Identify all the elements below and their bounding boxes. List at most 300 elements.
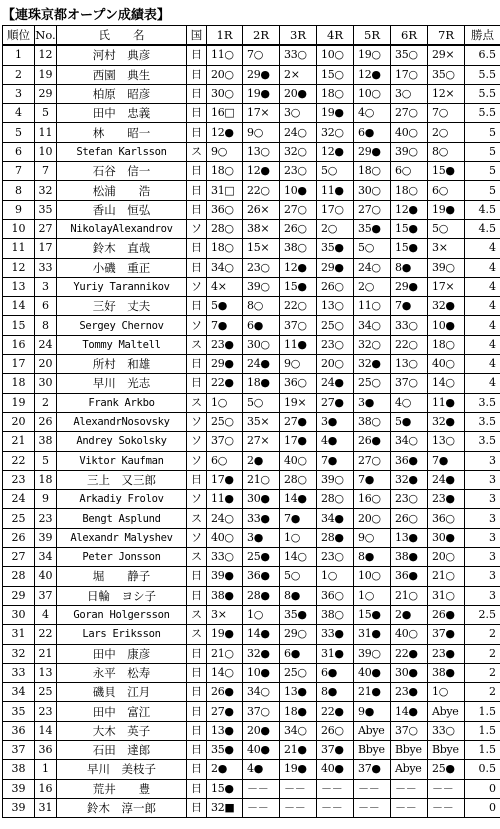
table-row xyxy=(3,84,500,103)
cell-round-4: 20○ xyxy=(317,355,354,374)
cell-round-5: Bbye xyxy=(354,740,391,759)
cell-round-3: 27● xyxy=(280,412,317,431)
cell-round-1: 1○ xyxy=(207,393,243,412)
cell-round-6: Bbye xyxy=(391,740,428,759)
cell-round-5: 37● xyxy=(354,760,391,779)
cell-round-6: 34○ xyxy=(391,432,428,451)
cell-country: ス xyxy=(187,548,207,567)
cell-rank: 39 xyxy=(3,798,35,817)
header-name: 氏 名 xyxy=(57,26,187,46)
cell-points: 3 xyxy=(465,528,500,547)
cell-round-5: 30○ xyxy=(354,181,391,200)
cell-round-4: 4● xyxy=(317,432,354,451)
cell-rank: 10 xyxy=(3,219,35,238)
cell-round-2: 5○ xyxy=(243,393,280,412)
cell-round-3: 20● xyxy=(280,84,317,103)
cell-player-no: 13 xyxy=(35,663,57,682)
cell-player-no: 9 xyxy=(35,490,57,509)
cell-round-3: 9○ xyxy=(280,355,317,374)
cell-rank: 37 xyxy=(3,740,35,759)
cell-rank: 38 xyxy=(3,760,35,779)
cell-round-2: 21○ xyxy=(243,470,280,489)
cell-round-2: －－ xyxy=(243,798,280,817)
cell-round-6: 35○ xyxy=(391,45,428,65)
table-row xyxy=(3,355,500,374)
table-row xyxy=(3,470,500,489)
cell-round-4: 11● xyxy=(317,181,354,200)
cell-rank: 11 xyxy=(3,239,35,258)
cell-country: 日 xyxy=(187,45,207,65)
table-row xyxy=(3,432,500,451)
cell-round-3: 36○ xyxy=(280,374,317,393)
cell-player-name: 日輪 ヨシ子 xyxy=(57,586,187,605)
table-row xyxy=(3,625,500,644)
cell-round-7: 32● xyxy=(428,412,465,431)
table-row xyxy=(3,663,500,682)
cell-country: 日 xyxy=(187,258,207,277)
cell-round-3: 19× xyxy=(280,393,317,412)
cell-round-4: 38○ xyxy=(317,605,354,624)
cell-player-no: 23 xyxy=(35,509,57,528)
cell-round-5: 27○ xyxy=(354,200,391,219)
cell-round-4: 6● xyxy=(317,663,354,682)
cell-country: ソ xyxy=(187,219,207,238)
cell-round-7: 17× xyxy=(428,277,465,296)
cell-player-no: 21 xyxy=(35,644,57,663)
cell-round-7: 12× xyxy=(428,84,465,103)
page-title: 【連珠京都オープン成績表】 xyxy=(2,8,170,23)
cell-points: 5.5 xyxy=(465,65,500,84)
cell-round-5: 10○ xyxy=(354,567,391,586)
cell-rank: 29 xyxy=(3,586,35,605)
cell-round-5: 8● xyxy=(354,548,391,567)
cell-round-4: 39○ xyxy=(317,470,354,489)
cell-rank: 14 xyxy=(3,297,35,316)
cell-round-2: 10● xyxy=(243,663,280,682)
table-row xyxy=(3,142,500,161)
cell-player-name: 三上 又三郎 xyxy=(57,470,187,489)
cell-round-7: 23● xyxy=(428,644,465,663)
cell-round-3: 35● xyxy=(280,605,317,624)
cell-round-3: 24○ xyxy=(280,123,317,142)
results-table xyxy=(2,25,500,818)
table-row xyxy=(3,162,500,181)
cell-round-1: 39● xyxy=(207,567,243,586)
cell-round-7: 25● xyxy=(428,760,465,779)
cell-points: 2 xyxy=(465,683,500,702)
cell-round-4: 33● xyxy=(317,625,354,644)
cell-points: 4 xyxy=(465,277,500,296)
cell-round-3: 38○ xyxy=(280,239,317,258)
cell-points: 5.5 xyxy=(465,84,500,103)
cell-player-name: 松浦 浩 xyxy=(57,181,187,200)
cell-round-1: 14○ xyxy=(207,663,243,682)
cell-round-1: 9○ xyxy=(207,142,243,161)
cell-country: ソ xyxy=(187,451,207,470)
cell-round-4: 10○ xyxy=(317,45,354,65)
cell-points: 4.5 xyxy=(465,200,500,219)
cell-round-2: 27× xyxy=(243,432,280,451)
cell-round-2: －－ xyxy=(243,779,280,798)
cell-round-5: 6● xyxy=(354,123,391,142)
cell-round-4: 35● xyxy=(317,239,354,258)
cell-player-no: 18 xyxy=(35,470,57,489)
table-row xyxy=(3,740,500,759)
cell-round-3: 40○ xyxy=(280,451,317,470)
cell-points: 3.5 xyxy=(465,393,500,412)
cell-player-no: 5 xyxy=(35,104,57,123)
cell-round-7: 35○ xyxy=(428,65,465,84)
header-rank: 順位 xyxy=(3,26,35,46)
cell-country: ソ xyxy=(187,277,207,296)
table-row xyxy=(3,258,500,277)
cell-round-6: 22○ xyxy=(391,335,428,354)
cell-points: 5 xyxy=(465,162,500,181)
cell-round-6: －－ xyxy=(391,798,428,817)
cell-player-name: 石谷 信一 xyxy=(57,162,187,181)
cell-round-4: 17○ xyxy=(317,200,354,219)
cell-round-1: 38● xyxy=(207,586,243,605)
table-row xyxy=(3,181,500,200)
cell-points: 3.5 xyxy=(465,432,500,451)
cell-round-5: 10○ xyxy=(354,84,391,103)
cell-round-7: 7○ xyxy=(428,104,465,123)
cell-round-1: 13● xyxy=(207,721,243,740)
cell-player-no: 3 xyxy=(35,277,57,296)
cell-round-2: 14● xyxy=(243,625,280,644)
cell-rank: 34 xyxy=(3,683,35,702)
cell-round-6: 17○ xyxy=(391,65,428,84)
table-row xyxy=(3,644,500,663)
cell-rank: 5 xyxy=(3,123,35,142)
table-row xyxy=(3,374,500,393)
cell-round-7: 14○ xyxy=(428,374,465,393)
cell-round-1: 28○ xyxy=(207,219,243,238)
cell-player-no: 37 xyxy=(35,586,57,605)
cell-round-7: 29× xyxy=(428,45,465,65)
cell-round-5: 3● xyxy=(354,393,391,412)
cell-round-3: 29○ xyxy=(280,625,317,644)
cell-player-name: 堀 静子 xyxy=(57,567,187,586)
cell-round-3: 14○ xyxy=(280,548,317,567)
cell-round-2: 15× xyxy=(243,239,280,258)
table-row xyxy=(3,335,500,354)
cell-round-1: 15● xyxy=(207,779,243,798)
cell-round-7: 5○ xyxy=(428,219,465,238)
cell-points: 3 xyxy=(465,509,500,528)
cell-round-5: 19○ xyxy=(354,45,391,65)
cell-round-2: 28● xyxy=(243,586,280,605)
table-row xyxy=(3,798,500,817)
cell-round-3: 19● xyxy=(280,760,317,779)
cell-round-3: 22○ xyxy=(280,297,317,316)
table-row xyxy=(3,760,500,779)
cell-country: ス xyxy=(187,625,207,644)
cell-round-5: 4○ xyxy=(354,104,391,123)
cell-rank: 3 xyxy=(3,84,35,103)
cell-round-1: 18○ xyxy=(207,239,243,258)
cell-points: 2.5 xyxy=(465,605,500,624)
cell-player-no: 25 xyxy=(35,683,57,702)
cell-round-7: 8○ xyxy=(428,142,465,161)
cell-rank: 1 xyxy=(3,45,35,65)
cell-round-2: 23○ xyxy=(243,258,280,277)
cell-player-name: Arkadiy Frolov xyxy=(57,490,187,509)
cell-rank: 6 xyxy=(3,142,35,161)
cell-round-1: 2● xyxy=(207,760,243,779)
header-country: 国 xyxy=(187,26,207,46)
cell-points: 3 xyxy=(465,548,500,567)
cell-player-name: 鈴木 直哉 xyxy=(57,239,187,258)
cell-round-4: 8● xyxy=(317,683,354,702)
cell-round-7: 36○ xyxy=(428,509,465,528)
cell-round-7: 39○ xyxy=(428,258,465,277)
cell-round-1: 18○ xyxy=(207,162,243,181)
table-row xyxy=(3,393,500,412)
cell-player-no: 23 xyxy=(35,702,57,721)
cell-round-3: 10● xyxy=(280,181,317,200)
cell-round-3: 12● xyxy=(280,258,317,277)
cell-player-no: 26 xyxy=(35,412,57,431)
cell-player-no: 31 xyxy=(35,798,57,817)
table-row xyxy=(3,277,500,296)
header-round-3: 3R xyxy=(280,26,317,46)
cell-round-7: 24● xyxy=(428,470,465,489)
cell-round-7: 26● xyxy=(428,605,465,624)
cell-round-1: 24○ xyxy=(207,509,243,528)
cell-country: ス xyxy=(187,335,207,354)
cell-points: 4 xyxy=(465,335,500,354)
cell-round-3: 25○ xyxy=(280,663,317,682)
table-row xyxy=(3,779,500,798)
cell-player-no: 39 xyxy=(35,528,57,547)
cell-round-2: 29● xyxy=(243,65,280,84)
cell-round-4: 26○ xyxy=(317,277,354,296)
cell-rank: 39 xyxy=(3,779,35,798)
cell-round-5: 21● xyxy=(354,683,391,702)
cell-round-1: 23● xyxy=(207,335,243,354)
cell-round-4: 37● xyxy=(317,740,354,759)
cell-round-6: 33○ xyxy=(391,316,428,335)
table-row xyxy=(3,412,500,431)
cell-round-4: 32○ xyxy=(317,123,354,142)
cell-round-4: 5○ xyxy=(317,162,354,181)
cell-round-5: 38○ xyxy=(354,412,391,431)
cell-rank: 15 xyxy=(3,316,35,335)
cell-round-1: 19● xyxy=(207,625,243,644)
cell-round-7: 32● xyxy=(428,297,465,316)
cell-points: 1.5 xyxy=(465,721,500,740)
cell-round-1: 35● xyxy=(207,740,243,759)
cell-player-no: 32 xyxy=(35,181,57,200)
cell-round-7: 30● xyxy=(428,528,465,547)
cell-round-5: 35● xyxy=(354,219,391,238)
cell-round-7: Bbye xyxy=(428,740,465,759)
cell-round-4: 25○ xyxy=(317,316,354,335)
cell-round-6: 4○ xyxy=(391,393,428,412)
cell-round-5: 26● xyxy=(354,432,391,451)
cell-country: 日 xyxy=(187,65,207,84)
cell-round-7: 33○ xyxy=(428,721,465,740)
cell-points: 4 xyxy=(465,355,500,374)
header-round-5: 5R xyxy=(354,26,391,46)
cell-player-no: 6 xyxy=(35,297,57,316)
cell-player-no: 11 xyxy=(35,123,57,142)
cell-round-7: 7● xyxy=(428,451,465,470)
cell-round-1: 33○ xyxy=(207,548,243,567)
cell-points: 4 xyxy=(465,297,500,316)
table-row xyxy=(3,451,500,470)
table-row xyxy=(3,65,500,84)
cell-round-3: 33○ xyxy=(280,45,317,65)
cell-round-6: 15● xyxy=(391,219,428,238)
cell-round-7: －－ xyxy=(428,779,465,798)
cell-round-4: 15○ xyxy=(317,65,354,84)
cell-player-no: 16 xyxy=(35,779,57,798)
cell-country: 日 xyxy=(187,104,207,123)
cell-round-5: 18○ xyxy=(354,162,391,181)
cell-player-name: Andrey Sokolsky xyxy=(57,432,187,451)
cell-player-no: 34 xyxy=(35,548,57,567)
cell-round-6: 21○ xyxy=(391,586,428,605)
cell-round-2: 38× xyxy=(243,219,280,238)
cell-rank: 21 xyxy=(3,432,35,451)
table-row xyxy=(3,316,500,335)
cell-player-no: 22 xyxy=(35,625,57,644)
cell-rank: 2 xyxy=(3,65,35,84)
cell-round-6: 2● xyxy=(391,605,428,624)
table-row xyxy=(3,123,500,142)
cell-rank: 25 xyxy=(3,509,35,528)
cell-round-6: 13● xyxy=(391,528,428,547)
cell-player-no: 8 xyxy=(35,316,57,335)
table-row xyxy=(3,45,500,65)
header-round-7: 7R xyxy=(428,26,465,46)
cell-country: 日 xyxy=(187,355,207,374)
cell-round-4: 3● xyxy=(317,412,354,431)
cell-round-2: 3● xyxy=(243,528,280,547)
cell-round-7: 10● xyxy=(428,316,465,335)
cell-round-1: 5● xyxy=(207,297,243,316)
cell-round-4: 19● xyxy=(317,104,354,123)
cell-country: 日 xyxy=(187,721,207,740)
cell-round-3: 6● xyxy=(280,644,317,663)
cell-round-3: 17● xyxy=(280,432,317,451)
cell-round-1: 11● xyxy=(207,490,243,509)
cell-round-2: 37○ xyxy=(243,702,280,721)
cell-player-name: 三好 丈夫 xyxy=(57,297,187,316)
table-row xyxy=(3,683,500,702)
cell-player-name: 早川 光志 xyxy=(57,374,187,393)
cell-player-name: 田中 忠義 xyxy=(57,104,187,123)
cell-rank: 20 xyxy=(3,412,35,431)
table-row xyxy=(3,509,500,528)
cell-round-1: 34○ xyxy=(207,258,243,277)
cell-player-name: 早川 美枝子 xyxy=(57,760,187,779)
table-row xyxy=(3,548,500,567)
cell-player-name: Goran Holgersson xyxy=(57,605,187,624)
cell-round-3: 5○ xyxy=(280,567,317,586)
cell-round-2: 6● xyxy=(243,316,280,335)
cell-points: 3 xyxy=(465,586,500,605)
cell-round-1: 30○ xyxy=(207,84,243,103)
cell-round-2: 30○ xyxy=(243,335,280,354)
cell-player-name: Sergey Chernov xyxy=(57,316,187,335)
cell-round-4: 22● xyxy=(317,702,354,721)
cell-player-no: 35 xyxy=(35,200,57,219)
cell-round-7: Abye xyxy=(428,702,465,721)
cell-round-7: 40○ xyxy=(428,355,465,374)
cell-round-5: 12● xyxy=(354,65,391,84)
header-points: 勝点 xyxy=(465,26,500,46)
cell-country: ソ xyxy=(187,490,207,509)
cell-round-2: 20● xyxy=(243,721,280,740)
cell-country: 日 xyxy=(187,644,207,663)
cell-round-2: 39○ xyxy=(243,277,280,296)
cell-round-6: 15● xyxy=(391,239,428,258)
cell-points: 2 xyxy=(465,644,500,663)
cell-country: ソ xyxy=(187,528,207,547)
header-round-1: 1R xyxy=(207,26,243,46)
cell-rank: 17 xyxy=(3,355,35,374)
cell-round-3: 21● xyxy=(280,740,317,759)
cell-country: 日 xyxy=(187,663,207,682)
cell-rank: 27 xyxy=(3,548,35,567)
cell-round-3: －－ xyxy=(280,779,317,798)
cell-round-5: 16○ xyxy=(354,490,391,509)
cell-round-2: 9○ xyxy=(243,123,280,142)
cell-country: 日 xyxy=(187,84,207,103)
cell-round-1: 36○ xyxy=(207,200,243,219)
cell-country: 日 xyxy=(187,683,207,702)
cell-rank: 31 xyxy=(3,625,35,644)
table-body xyxy=(3,45,500,817)
cell-round-5: 7● xyxy=(354,470,391,489)
table-row xyxy=(3,200,500,219)
cell-round-2: 25● xyxy=(243,548,280,567)
cell-round-1: 21○ xyxy=(207,644,243,663)
cell-round-5: 1○ xyxy=(354,586,391,605)
cell-round-6: 23○ xyxy=(391,490,428,509)
cell-rank: 19 xyxy=(3,393,35,412)
cell-round-2: 26× xyxy=(243,200,280,219)
cell-rank: 36 xyxy=(3,721,35,740)
cell-round-6: 38● xyxy=(391,548,428,567)
cell-round-6: 5● xyxy=(391,412,428,431)
cell-round-1: 31□ xyxy=(207,181,243,200)
cell-round-5: 32○ xyxy=(354,335,391,354)
cell-player-no: 1 xyxy=(35,760,57,779)
table-row xyxy=(3,528,500,547)
cell-round-5: 29● xyxy=(354,142,391,161)
cell-round-4: 34● xyxy=(317,509,354,528)
cell-round-2: 22○ xyxy=(243,181,280,200)
cell-country: ソ xyxy=(187,316,207,335)
table-row xyxy=(3,586,500,605)
cell-round-6: 12● xyxy=(391,200,428,219)
cell-round-3: 13● xyxy=(280,683,317,702)
cell-player-name: 柏原 昭彦 xyxy=(57,84,187,103)
cell-round-2: 1○ xyxy=(243,605,280,624)
cell-rank: 30 xyxy=(3,605,35,624)
cell-round-6: 22● xyxy=(391,644,428,663)
cell-points: 4 xyxy=(465,374,500,393)
header-round-6: 6R xyxy=(391,26,428,46)
cell-rank: 18 xyxy=(3,374,35,393)
cell-rank: 24 xyxy=(3,490,35,509)
cell-round-4: 2○ xyxy=(317,219,354,238)
cell-points: 5.5 xyxy=(465,104,500,123)
